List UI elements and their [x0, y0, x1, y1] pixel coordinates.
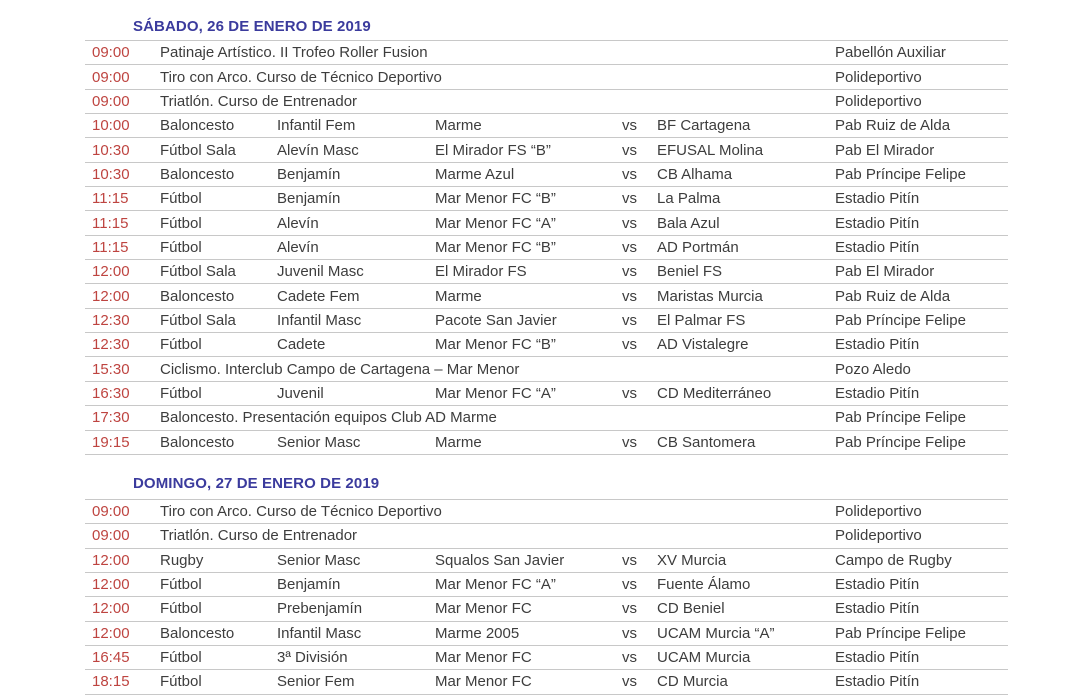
vs-cell: vs: [622, 141, 637, 159]
category-cell: Benjamín: [277, 165, 341, 183]
venue-cell: Pab Príncipe Felipe: [835, 311, 966, 329]
vs-cell: vs: [622, 238, 637, 256]
event-description-cell: Tiro con Arco. Curso de Técnico Deportivo: [160, 68, 442, 86]
category-cell: Cadete: [277, 336, 326, 354]
schedule-row: [85, 284, 1008, 308]
schedule-row: [85, 500, 1008, 524]
time-cell: 09:00: [92, 92, 130, 110]
vs-cell: vs: [622, 649, 637, 667]
team-cell: Mar Menor FC “A”: [435, 384, 556, 402]
vs-cell: vs: [622, 673, 637, 691]
sport-cell: Fútbol: [160, 238, 202, 256]
category-cell: Juvenil: [277, 384, 324, 402]
venue-cell: Estadio Pitín: [835, 336, 920, 354]
opponent-cell: XV Murcia: [657, 551, 727, 569]
sport-cell: Fútbol: [160, 600, 202, 618]
schedule-row: [85, 406, 1008, 430]
venue-cell: Pab Ruiz de Alda: [835, 287, 951, 305]
schedule-document: [85, 0, 1008, 695]
sport-cell: Fútbol: [160, 673, 202, 691]
schedule-row: [85, 138, 1008, 162]
time-cell: 09:00: [92, 44, 130, 62]
venue-cell: Pab Príncipe Felipe: [835, 409, 966, 427]
team-cell: Squalos San Javier: [435, 551, 565, 569]
category-cell: Benjamín: [277, 576, 341, 594]
vs-cell: vs: [622, 576, 637, 594]
schedule-row: [85, 309, 1008, 333]
schedule-row: [85, 236, 1008, 260]
vs-cell: vs: [622, 117, 637, 135]
schedule-row: [85, 549, 1008, 573]
time-cell: 11:15: [92, 214, 129, 232]
sport-cell: Baloncesto: [160, 624, 235, 642]
opponent-cell: UCAM Murcia: [657, 649, 751, 667]
time-cell: 12:30: [92, 311, 130, 329]
schedule-row: [85, 573, 1008, 597]
schedule-row: [85, 382, 1008, 406]
venue-cell: Estadio Pitín: [835, 649, 920, 667]
sport-cell: Fútbol: [160, 576, 202, 594]
team-cell: Pacote San Javier: [435, 311, 557, 329]
section-rows: [85, 499, 1008, 695]
section-rows: [85, 40, 1008, 455]
schedule-row: [85, 646, 1008, 670]
opponent-cell: AD Vistalegre: [657, 336, 749, 354]
event-description-cell: Ciclismo. Interclub Campo de Cartagena – Mar Menor: [160, 360, 520, 378]
sport-cell: Baloncesto: [160, 165, 235, 183]
category-cell: Juvenil Masc: [277, 263, 364, 281]
sport-cell: Baloncesto: [160, 117, 235, 135]
venue-cell: Estadio Pitín: [835, 600, 920, 618]
category-cell: Infantil Masc: [277, 624, 362, 642]
schedule-row: [85, 333, 1008, 357]
venue-cell: Pab El Mirador: [835, 141, 935, 159]
schedule-row: [85, 114, 1008, 138]
section-title: SÁBADO, 26 DE ENERO DE 2019: [133, 18, 371, 35]
schedule-row: [85, 90, 1008, 114]
team-cell: Marme: [435, 433, 482, 451]
category-cell: 3ª División: [277, 649, 348, 667]
time-cell: 12:00: [92, 287, 130, 305]
team-cell: El Mirador FS: [435, 263, 527, 281]
time-cell: 11:15: [92, 190, 129, 208]
vs-cell: vs: [622, 336, 637, 354]
time-cell: 16:45: [92, 649, 130, 667]
vs-cell: vs: [622, 600, 637, 618]
schedule-section: [85, 13, 1008, 455]
time-cell: 18:15: [92, 673, 130, 691]
team-cell: Mar Menor FC: [435, 600, 532, 618]
vs-cell: vs: [622, 214, 637, 232]
vs-cell: vs: [622, 551, 637, 569]
category-cell: Alevín: [277, 238, 319, 256]
sport-cell: Baloncesto: [160, 433, 235, 451]
vs-cell: vs: [622, 311, 637, 329]
category-cell: Alevín: [277, 214, 319, 232]
venue-cell: Pab Príncipe Felipe: [835, 624, 966, 642]
category-cell: Infantil Masc: [277, 311, 362, 329]
schedule-row: [85, 65, 1008, 89]
opponent-cell: La Palma: [657, 190, 721, 208]
team-cell: Mar Menor FC “A”: [435, 214, 556, 232]
time-cell: 10:30: [92, 141, 130, 159]
opponent-cell: Maristas Murcia: [657, 287, 763, 305]
opponent-cell: Beniel FS: [657, 263, 723, 281]
venue-cell: Polideportivo: [835, 503, 922, 521]
time-cell: 16:30: [92, 384, 130, 402]
venue-cell: Campo de Rugby: [835, 551, 952, 569]
time-cell: 12:00: [92, 624, 130, 642]
event-description-cell: Baloncesto. Presentación equipos Club AD Marme: [160, 409, 497, 427]
category-cell: Senior Masc: [277, 433, 361, 451]
time-cell: 09:00: [92, 503, 130, 521]
opponent-cell: CB Alhama: [657, 165, 733, 183]
team-cell: Mar Menor FC: [435, 673, 532, 691]
sport-cell: Fútbol Sala: [160, 141, 236, 159]
vs-cell: vs: [622, 287, 637, 305]
team-cell: Marme: [435, 117, 482, 135]
team-cell: El Mirador FS “B”: [435, 141, 551, 159]
sport-cell: Fútbol Sala: [160, 311, 236, 329]
team-cell: Mar Menor FC: [435, 649, 532, 667]
schedule-row: [85, 622, 1008, 646]
vs-cell: vs: [622, 190, 637, 208]
event-description-cell: Patinaje Artístico. II Trofeo Roller Fusion: [160, 44, 428, 62]
venue-cell: Estadio Pitín: [835, 576, 920, 594]
schedule-row: [85, 431, 1008, 455]
venue-cell: Pozo Aledo: [835, 360, 911, 378]
venue-cell: Polideportivo: [835, 92, 922, 110]
opponent-cell: CB Santomera: [657, 433, 756, 451]
opponent-cell: AD Portmán: [657, 238, 739, 256]
venue-cell: Estadio Pitín: [835, 190, 920, 208]
event-description-cell: Triatlón. Curso de Entrenador: [160, 527, 358, 545]
sport-cell: Fútbol: [160, 384, 202, 402]
event-description-cell: Triatlón. Curso de Entrenador: [160, 92, 358, 110]
category-cell: Benjamín: [277, 190, 341, 208]
team-cell: Mar Menor FC “B”: [435, 336, 556, 354]
category-cell: Senior Masc: [277, 551, 361, 569]
time-cell: 09:00: [92, 68, 130, 86]
category-cell: Cadete Fem: [277, 287, 360, 305]
team-cell: Mar Menor FC “B”: [435, 190, 556, 208]
time-cell: 17:30: [92, 409, 130, 427]
time-cell: 12:00: [92, 263, 130, 281]
schedule-row: [85, 597, 1008, 621]
opponent-cell: Fuente Álamo: [657, 576, 751, 594]
time-cell: 09:00: [92, 527, 130, 545]
vs-cell: vs: [622, 384, 637, 402]
venue-cell: Polideportivo: [835, 68, 922, 86]
time-cell: 12:00: [92, 576, 130, 594]
opponent-cell: Bala Azul: [657, 214, 720, 232]
venue-cell: Estadio Pitín: [835, 238, 920, 256]
sport-cell: Fútbol: [160, 190, 202, 208]
venue-cell: Pabellón Auxiliar: [835, 44, 946, 62]
team-cell: Marme: [435, 287, 482, 305]
opponent-cell: UCAM Murcia “A”: [657, 624, 775, 642]
schedule-row: [85, 211, 1008, 235]
schedule-row: [85, 163, 1008, 187]
category-cell: Senior Fem: [277, 673, 355, 691]
venue-cell: Estadio Pitín: [835, 214, 920, 232]
schedule-row: [85, 41, 1008, 65]
vs-cell: vs: [622, 433, 637, 451]
category-cell: Alevín Masc: [277, 141, 359, 159]
team-cell: Mar Menor FC “B”: [435, 238, 556, 256]
opponent-cell: El Palmar FS: [657, 311, 746, 329]
venue-cell: Estadio Pitín: [835, 384, 920, 402]
category-cell: Infantil Fem: [277, 117, 356, 135]
time-cell: 12:30: [92, 336, 130, 354]
sport-cell: Fútbol: [160, 649, 202, 667]
opponent-cell: CD Mediterráneo: [657, 384, 772, 402]
venue-cell: Pab Príncipe Felipe: [835, 165, 966, 183]
event-description-cell: Tiro con Arco. Curso de Técnico Deportivo: [160, 503, 442, 521]
time-cell: 10:30: [92, 165, 130, 183]
vs-cell: vs: [622, 263, 637, 281]
venue-cell: Pab Ruiz de Alda: [835, 117, 951, 135]
sport-cell: Fútbol: [160, 214, 202, 232]
venue-cell: Estadio Pitín: [835, 673, 920, 691]
sport-cell: Rugby: [160, 551, 204, 569]
opponent-cell: EFUSAL Molina: [657, 141, 764, 159]
schedule-row: [85, 670, 1008, 694]
venue-cell: Pab Príncipe Felipe: [835, 433, 966, 451]
vs-cell: vs: [622, 165, 637, 183]
schedule-row: [85, 357, 1008, 381]
sport-cell: Fútbol Sala: [160, 263, 236, 281]
schedule-row: [85, 187, 1008, 211]
time-cell: 19:15: [92, 433, 130, 451]
venue-cell: Pab El Mirador: [835, 263, 935, 281]
category-cell: Prebenjamín: [277, 600, 363, 618]
sport-cell: Baloncesto: [160, 287, 235, 305]
team-cell: Marme 2005: [435, 624, 520, 642]
venue-cell: Polideportivo: [835, 527, 922, 545]
schedule-row: [85, 260, 1008, 284]
time-cell: 10:00: [92, 117, 130, 135]
opponent-cell: CD Murcia: [657, 673, 728, 691]
sport-cell: Fútbol: [160, 336, 202, 354]
vs-cell: vs: [622, 624, 637, 642]
time-cell: 11:15: [92, 238, 129, 256]
time-cell: 15:30: [92, 360, 130, 378]
opponent-cell: BF Cartagena: [657, 117, 751, 135]
team-cell: Mar Menor FC “A”: [435, 576, 556, 594]
section-title: DOMINGO, 27 DE ENERO DE 2019: [133, 475, 380, 493]
opponent-cell: CD Beniel: [657, 600, 725, 618]
schedule-row: [85, 524, 1008, 548]
time-cell: 12:00: [92, 551, 130, 569]
team-cell: Marme Azul: [435, 165, 515, 183]
schedule-section: [85, 469, 1008, 695]
time-cell: 12:00: [92, 600, 130, 618]
